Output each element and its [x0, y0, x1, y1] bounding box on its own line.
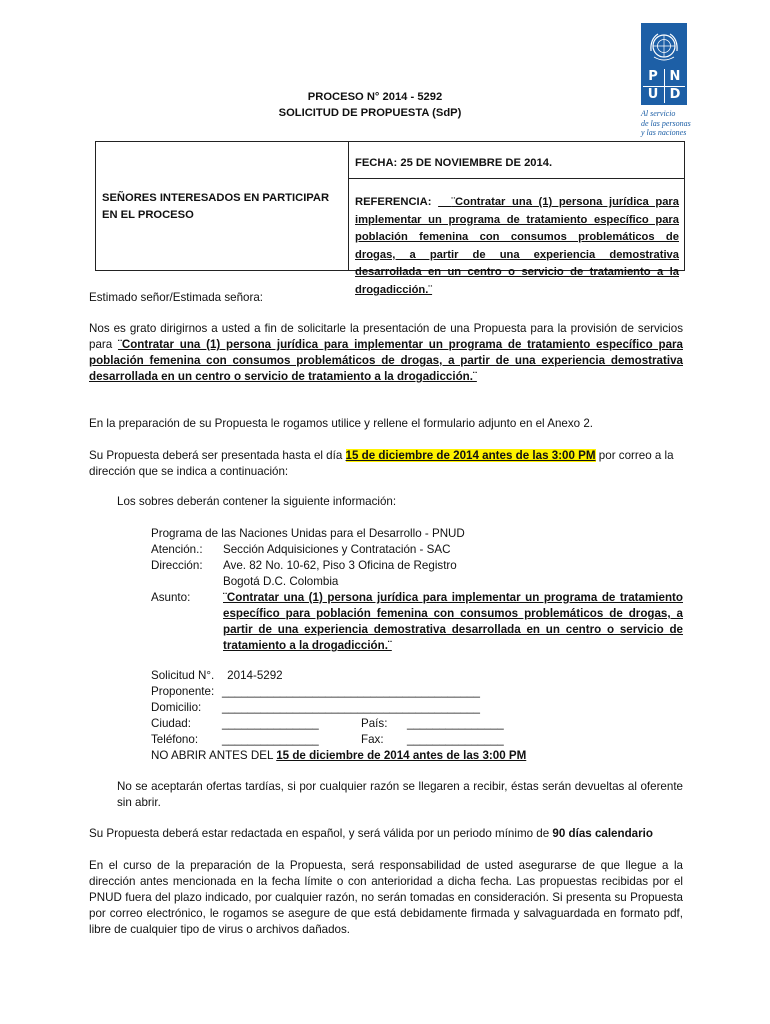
deadline-paragraph: [89, 448, 683, 480]
pais-label: País:: [361, 717, 388, 730]
addressee-cell: SEÑORES INTERESADOS EN PARTICIPAR EN EL PROCESO: [102, 192, 330, 221]
date-cell: FECHA: 25 DE NOVIEMBRE DE 2014.: [355, 157, 553, 169]
intro-paragraph: [89, 321, 683, 385]
domicilio-label: Domicilio:: [151, 701, 202, 714]
reference-text: ¨Contratar una (1) persona jurídica para implementar un programa de tratamiento específico para población femenina con consumos problemáticos de drogas, a partir de una experiencia demostrativa desarrollada en un centro o servicio de tratamiento a la drogadicción.¨: [355, 196, 680, 296]
deadline-text-before: Su Propuesta deberá ser presentada hasta el día: [89, 449, 346, 462]
reference-cell: [355, 194, 679, 300]
undp-logo: [641, 23, 691, 138]
proponente-label: Proponente:: [151, 685, 215, 698]
deadline-text-after: por correo a la: [595, 449, 674, 462]
atencion-value: Sección Adquisiciones y Contratación - SAC: [223, 543, 451, 556]
do-not-open-notice: [151, 748, 526, 764]
telefono-blank: _______________: [222, 733, 319, 746]
table-divider: [348, 142, 349, 270]
validity-period: 90 días calendario: [552, 827, 653, 840]
do-not-open-date: 15 de diciembre de 2014 antes de las 3:00 PM: [276, 749, 527, 762]
language-text: Su Propuesta deberá estar redactada en español, y será válida por un periodo mínimo de: [89, 827, 553, 840]
atencion-label: Atención.:: [151, 543, 203, 556]
logo-letter-u: U: [647, 87, 659, 102]
intro-text: Nos es grato dirigirnos a usted a fin de solicitarle la presentación de una Propuesta para la provisión de servicios para: [89, 322, 683, 351]
table-row-divider: [348, 178, 684, 179]
do-not-open-text: NO ABRIR ANTES DEL: [151, 749, 277, 762]
address-direccion: [151, 558, 681, 574]
pais-blank: _______________: [407, 717, 504, 730]
envelope-intro: Los sobres deberán contener la siguiente información:: [117, 495, 397, 508]
logo-box: [641, 23, 687, 105]
document-title: SOLICITUD DE PROPUESTA (SdP): [278, 107, 462, 119]
deadline-highlight: 15 de diciembre de 2014 antes de las 3:00 PM: [345, 449, 596, 462]
address-atencion: [151, 542, 681, 558]
proponente-blank: ________________________________________: [222, 685, 480, 698]
process-number: PROCESO N° 2014 - 5292: [307, 91, 443, 103]
intro-subject: ¨Contratar una (1) persona jurídica para implementar un programa de tratamiento específico para población femenina con consumos problemáticos de drogas, a partir de una experiencia demostrativa desarrollada en un centro o servicio de tratamiento a la drogadicción.¨: [89, 338, 683, 383]
direccion-value: Ave. 82 No. 10-62, Piso 3 Oficina de Registro: [223, 559, 457, 572]
salutation: Estimado señor/Estimada señora:: [89, 291, 263, 304]
direccion-label: Dirección:: [151, 559, 203, 572]
responsibility-paragraph: En el curso de la preparación de la Propuesta, será responsabilidad de usted asegurarse de que llegue a la dirección antes mencionada en la fecha límite o con anterioridad a dicha fecha. Las propuestas recibidas por el PNUD fuera del plazo indicado, por cualquier razón, no serán tomadas en consideración. Si presenta su Propuesta por correo electrónico, le rogamos se asegure de que está debidamente firmada y salvaguardada en formato pdf, libre de cualquier tipo de virus o archivos dañados.: [89, 859, 683, 936]
ciudad-blank: _______________: [222, 717, 319, 730]
logo-letter-grid: [643, 69, 685, 103]
deadline-text-line2: dirección que se indica a continuación:: [89, 465, 289, 478]
un-emblem-icon: [646, 29, 682, 65]
fax-blank: _______________: [407, 733, 504, 746]
solicitud-label: Solicitud N°.: [151, 669, 215, 682]
telefono-label: Teléfono:: [151, 733, 199, 746]
ciudad-label: Ciudad:: [151, 717, 191, 730]
logo-letter-d: D: [669, 87, 681, 102]
solicitud-value: 2014-5292: [227, 669, 283, 682]
solicitud-row: [151, 668, 283, 684]
annex-paragraph: En la preparación de su Propuesta le rogamos utilice y rellene el formulario adjunto en el Anexo 2.: [89, 417, 593, 430]
asunto-label: Asunto:: [151, 591, 191, 604]
address-city: Bogotá D.C. Colombia: [223, 575, 339, 588]
language-validity-paragraph: [89, 826, 683, 842]
domicilio-blank: ________________________________________: [222, 701, 480, 714]
asunto-value: ¨Contratar una (1) persona jurídica para implementar un programa de tratamiento específico para población femenina con consumos problemáticos de drogas, a partir de una experiencia demostrativa desarrollada en un centro o servicio de tratamiento a la drogadicción.¨: [223, 591, 683, 652]
logo-letter-p: P: [648, 69, 658, 84]
late-offers-paragraph: No se aceptarán ofertas tardías, si por cualquier razón se llegaren a recibir, éstas serán devueltas al oferente sin abrir.: [117, 780, 683, 809]
address-org: Programa de las Naciones Unidas para el Desarrollo - PNUD: [151, 527, 465, 540]
fax-label: Fax:: [361, 733, 384, 746]
logo-letter-n: N: [669, 69, 681, 84]
reference-label: REFERENCIA:: [355, 196, 432, 208]
header-table: [95, 141, 685, 296]
logo-tagline: Al servicio de las personas y las naciones: [641, 109, 691, 137]
